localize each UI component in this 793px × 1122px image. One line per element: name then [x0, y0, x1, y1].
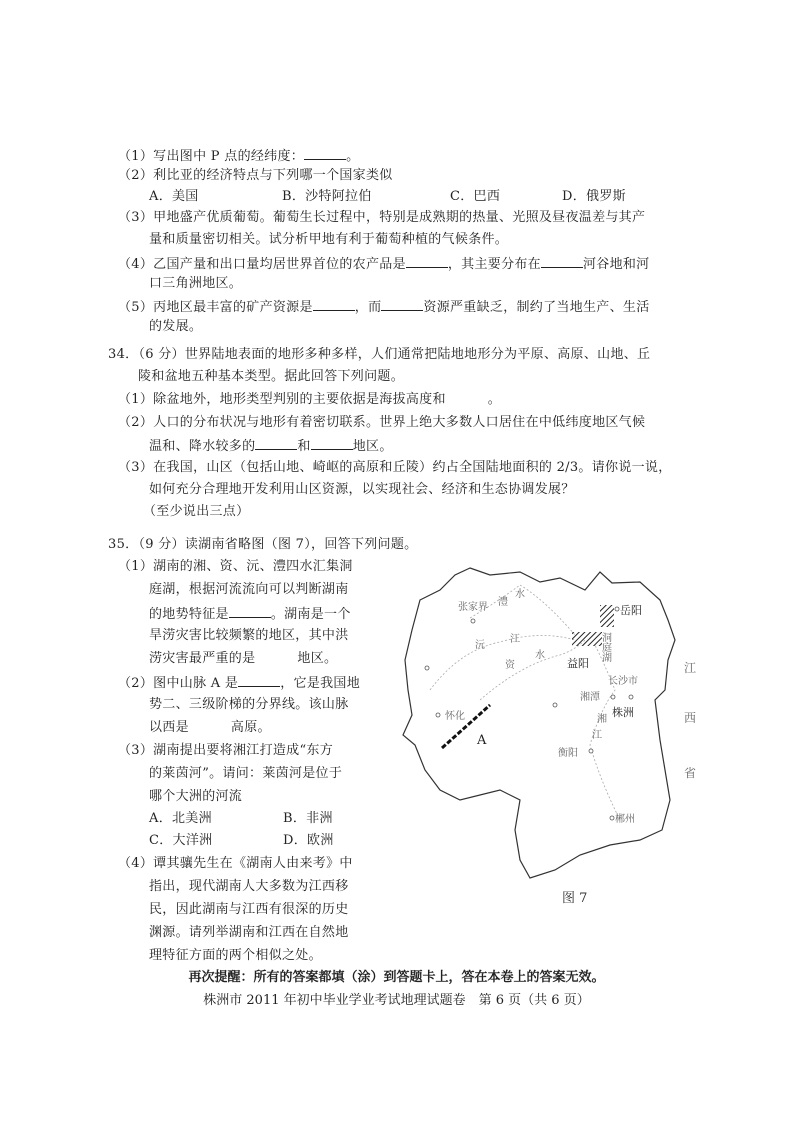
label-yiyang: 益阳 [567, 657, 589, 670]
q35-part2-line3 [149, 720, 271, 736]
option-a: A．北美洲 [149, 811, 212, 826]
label-shui1: 水 [515, 589, 525, 600]
text: （1）除盆地外，地形类型判别的主要依据是海拔高度和 [118, 392, 446, 407]
q35-part4-line2: 指出，现代湖南人大多数为江西移 [149, 879, 349, 894]
label-jiang2: 江 [592, 730, 602, 741]
text: 。湖南是一个 [270, 607, 351, 622]
label-hengyang: 衡阳 [558, 748, 578, 759]
q35-stem: 35．（9 分）读湖南省略图（图 7），回答下列问题。 [108, 537, 418, 552]
text: 以西是 [149, 720, 189, 735]
q35-part2-line2: 势二、三级阶梯的分界线。该山脉 [149, 697, 349, 712]
text: 和 [297, 439, 311, 454]
text: ，而 [354, 300, 382, 315]
answer-blank [304, 147, 346, 160]
label-xiang: 湘 [597, 714, 607, 725]
text: ，它是我国地 [280, 676, 361, 691]
q35-part3-options-row1 [149, 811, 333, 827]
option-a: A．美国 [149, 189, 199, 204]
label-huaihua: 怀化 [445, 711, 465, 722]
footer-page-info: 株洲市 2011 年初中毕业学业考试地理试题卷 第 6 页（共 6 页） [203, 993, 590, 1008]
label-shui2: 水 [535, 650, 545, 661]
q35-part3-line1: （3）湖南提出要将湘江打造成“东方 [118, 743, 334, 758]
q33-part4-line2: 口三角洲地区。 [149, 276, 243, 291]
label-mountain-a: A [477, 733, 487, 748]
text: 高原。 [230, 720, 271, 735]
label-changsha: 长沙市 [608, 676, 638, 687]
label-chenzhou: 郴州 [615, 814, 635, 825]
q35-part4-line5: 理特征方面的两个相似之处。 [149, 948, 322, 963]
q33-part2: （2）利比亚的经济特点与下列哪一个国家类似 [118, 168, 393, 183]
q35-part1-line1: （1）湖南的湘、资、沅、澧四水汇集洞 [118, 559, 353, 574]
text: （5）丙地区最丰富的矿产资源是 [118, 300, 313, 315]
q34-stem-line2: 陵和盆地五种基本类型。据此回答下列问题。 [138, 369, 405, 384]
q35-part3-line3: 哪个大洲的河流 [149, 789, 243, 804]
footer-reminder: 再次提醒：所有的答案都填（涂）到答题卡上，答在本卷上的答案无效。 [188, 970, 605, 985]
q34-part3-line2: 如何充分合理地开发利用山区资源，以实现社会、经济和生态协调发展？ [149, 482, 575, 497]
text: 地区。 [297, 651, 338, 666]
option-c: C．大洋洲 [149, 833, 213, 848]
option-b: B．非洲 [283, 811, 333, 826]
option-c: C．巴西 [450, 189, 501, 204]
text: 温和、降水较多的 [149, 439, 256, 454]
q34-part2-line2 [149, 437, 393, 455]
label-jiang1: 江 [510, 634, 520, 645]
text: （2）图中山脉 A 是 [118, 676, 239, 691]
label-jiangxi-3: 省 [684, 766, 697, 780]
q34-part3-line3: （至少说出三点） [143, 504, 250, 519]
text: 河谷地和河 [582, 257, 650, 272]
q35-part1-line2: 庭湖，根据河流流向可以判断湖南 [149, 582, 349, 597]
text: 。 [487, 392, 502, 407]
q34-part3-line1: （3）在我国，山区（包括山地、崎岖的高原和丘陵）约占全国陆地面积的 2/3。请你说一说， [118, 460, 672, 475]
answer-blank [229, 605, 271, 618]
label-yueyang: 岳阳 [620, 604, 642, 617]
q33-part2-options [149, 189, 626, 205]
text: 涝灾害最严重的是 [149, 651, 256, 666]
q35-part2-line1 [118, 674, 360, 692]
text: 。 [346, 149, 360, 164]
label-jiangxi-2: 西 [684, 711, 697, 725]
answer-blank [238, 674, 280, 687]
q35-part4-line1: （4）谭其骧先生在《湖南人由来考》中 [118, 856, 353, 871]
text: （1）写出图中 P 点的经纬度： [118, 149, 305, 164]
q35-part1-line3 [149, 605, 351, 623]
label-dongtinghu: 洞庭湖 [599, 632, 611, 662]
text: ，其主要分布在 [447, 257, 541, 272]
text: 的地势特征是 [149, 607, 229, 622]
q33-part4-line1 [118, 255, 650, 273]
label-jiangxi-1: 江 [684, 661, 697, 675]
hunan-map-figure-7 [395, 555, 715, 915]
answer-blank [255, 437, 297, 450]
answer-blank [406, 255, 448, 268]
q35-part1-line5 [149, 651, 337, 667]
q33-part3-line1: （3）甲地盛产优质葡萄。葡萄生长过程中，特别是成熟期的热量、光照及昼夜温差与其产 [118, 210, 646, 225]
text: 资源严重缺乏，制约了当地生产、生活 [423, 300, 650, 315]
option-b: B．沙特阿拉伯 [282, 189, 372, 204]
q35-part4-line3: 民，因此湖南与江西有很深的历史 [149, 902, 349, 917]
figure-caption: 图 7 [562, 891, 588, 906]
q34-part2-line1: （2）人口的分布状况与地形有着密切联系。世界上绝大多数人口居住在中低纬度地区气候 [118, 415, 646, 430]
label-zhuzhou: 株洲 [612, 706, 634, 719]
label-zi: 资 [505, 660, 515, 671]
answer-blank [381, 298, 423, 311]
q35-part4-line4: 渊源。请列举湖南和江西在自然地 [149, 925, 349, 940]
q34-part1 [118, 392, 501, 408]
label-zhangjiajie: 张家界 [458, 602, 488, 613]
answer-blank [541, 255, 583, 268]
option-d: D．欧洲 [283, 833, 334, 848]
q35-part3-line2: 的莱茵河”。请问：莱茵河是位于 [149, 766, 343, 781]
answer-blank [311, 437, 353, 450]
q33-part5-line2: 的发展。 [149, 319, 203, 334]
label-xiangtan: 湘潭 [580, 692, 600, 703]
q35-part1-line4: 旱涝灾害比较频繁的地区，其中洪 [149, 628, 349, 643]
label-li: 澧 [498, 597, 508, 608]
q33-part3-line2: 量和质量密切相关。试分析甲地有利于葡萄种植的气候条件。 [149, 232, 509, 247]
text: 地区。 [352, 439, 393, 454]
label-yuan: 沅 [475, 640, 485, 651]
option-d: D．俄罗斯 [562, 189, 626, 204]
q33-part1 [118, 147, 359, 165]
q33-part5-line1 [118, 298, 650, 316]
q34-stem-line1: 34．（6 分）世界陆地表面的地形多种多样，人们通常把陆地地形分为平原、高原、山地、丘 [108, 347, 651, 362]
answer-blank [313, 298, 355, 311]
text: （4）乙国产量和出口量均居世界首位的农产品是 [118, 257, 406, 272]
q35-part3-options-row2 [149, 833, 334, 849]
